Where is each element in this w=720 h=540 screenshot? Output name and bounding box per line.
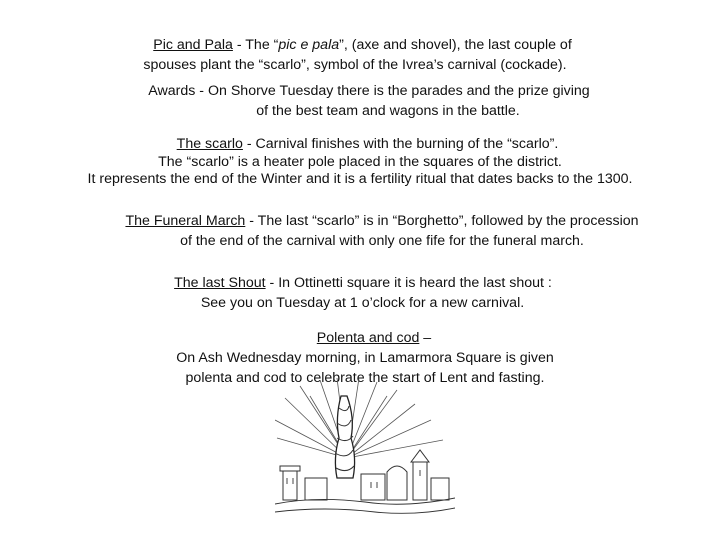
paragraph-pic-and-pala [0,35,720,75]
paragraph-scarlo [0,135,720,188]
polenta-line-3: polenta and cod to celebrate the start of Lent and fasting. [185,370,545,386]
polenta-dash: – [419,330,432,346]
pic-italic: pic e pala [278,37,340,53]
polenta-line-2: On Ash Wednesday morning, in Lamarmora Square is given [176,350,554,366]
shout-line-2: See you on Tuesday at 1 o’clock for a new carnival. [200,295,525,311]
scarlo-line-2: The “scarlo” is a heater pole placed in the squares of the district. [158,154,562,170]
awards-line-2: of the best team and wagons in the battle. [256,103,520,119]
pic-text-b: ”, (axe and shovel), the last couple of [339,37,572,53]
awards-text: - On Shorve Tuesday there is the parades and the prize giving [195,83,590,99]
funeral-line-2: of the end of the carnival with only one fife for the funeral march. [180,233,584,249]
funeral-text: - The last “scarlo” is in “Borghetto”, followed by the procession [245,213,639,229]
funeral-line-1 [0,211,720,231]
funeral-title: The Funeral March [125,213,246,229]
awards-title: Awards [148,83,196,99]
shout-title: The last Shout [174,275,266,291]
pic-text-a: - The “ [232,37,279,53]
scarlo-text: - Carnival finishes with the burning of the “scarlo”. [242,136,559,152]
scarlo-line-1 [0,135,720,154]
pic-title: Pic and Pala [153,37,233,53]
scarlo-line-3: It represents the end of the Winter and it is a fertility ritual that dates backs to the 1300. [87,171,633,187]
shout-line-1 [0,273,720,293]
paragraph-last-shout [0,273,720,313]
pic-line-2: spouses plant the “scarlo”, symbol of the Ivrea’s carnival (cockade). [143,57,567,73]
paragraph-awards [0,81,720,121]
awards-line-1 [0,81,720,101]
paragraph-funeral-march [0,211,720,251]
polenta-title: Polenta and cod [316,330,420,346]
scarlo-title: The scarlo [176,136,243,152]
polenta-line-1 [0,328,720,348]
pic-line-1 [0,35,720,55]
burning-scarlo-drawing-icon [275,378,455,528]
shout-text: - In Ottinetti square it is heard the last shout : [265,275,552,291]
